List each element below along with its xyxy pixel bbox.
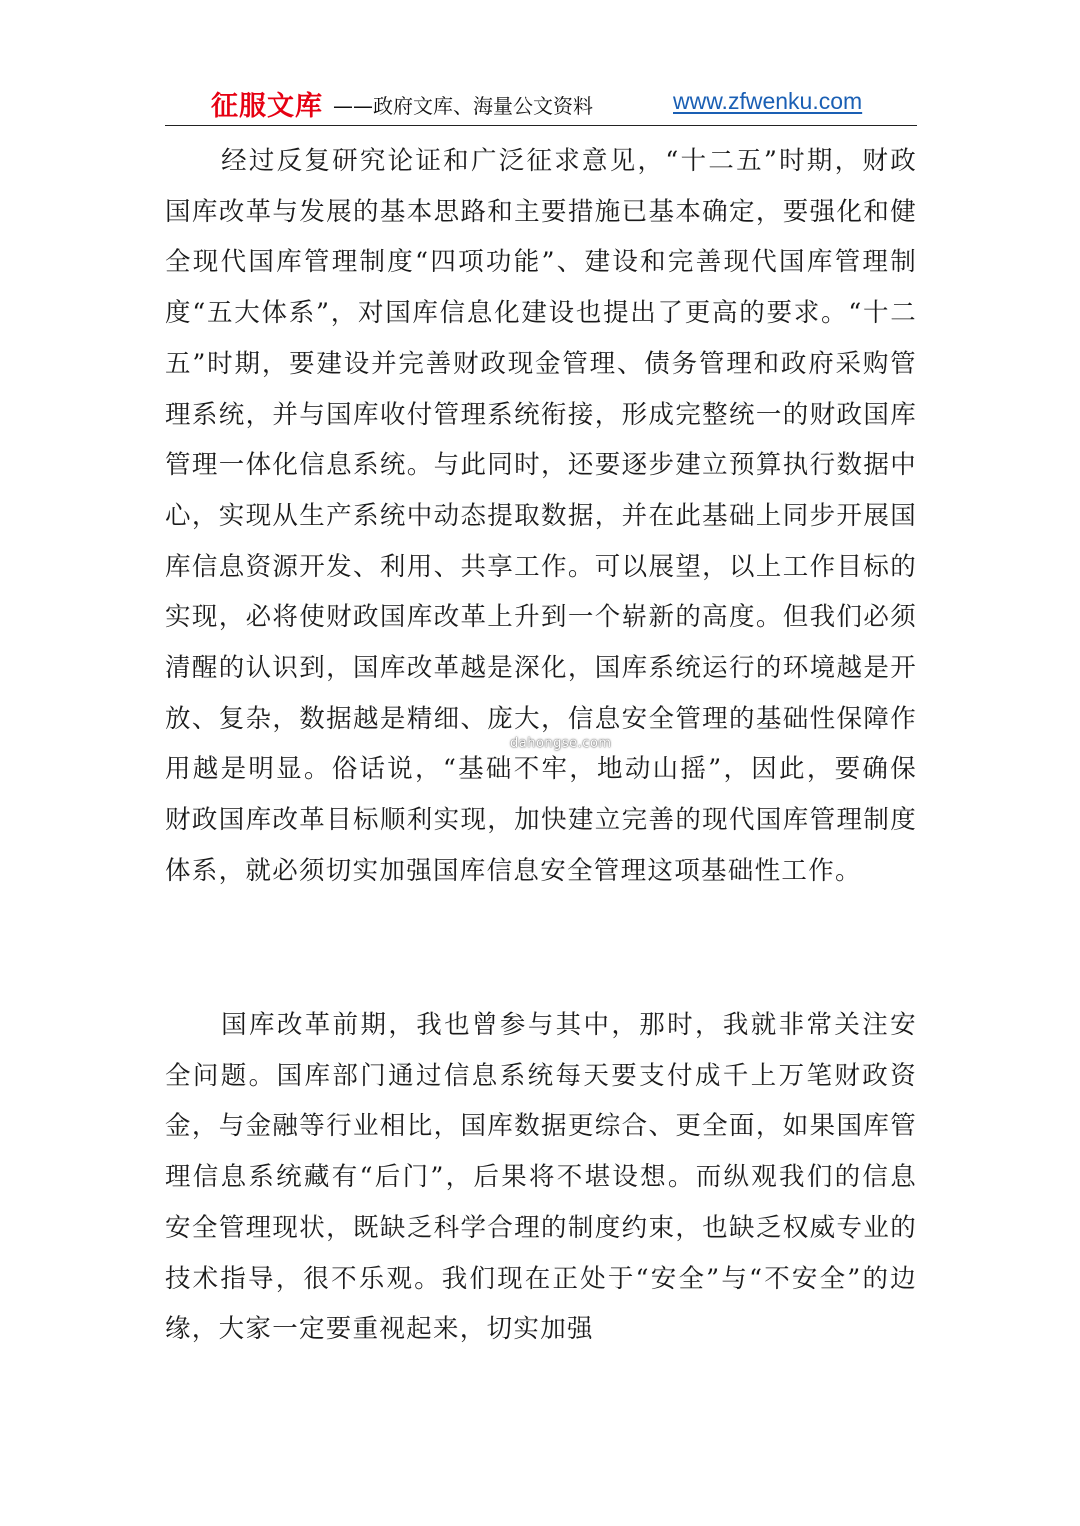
body-paragraph-2: 国库改革前期，我也曾参与其中，那时，我就非常关注安全问题。国库部门通过信息系统每天要支付成千上万笔财政资金，与金融等行业相比，国库数据更综合、更全面，如果国库管理信息系统藏有“后门”，后果将不堪设想。而纵观我们的信息安全管理现状，既缺乏科学合理的制度约束，也缺乏权威专业的技术指导，很不乐观。我们现在正处于“安全”与“不安全”的边缘，大家一定要重视起来，切实加强 bbox=[165, 1010, 917, 1345]
header-tagline: ——政府文库、海量公文资料 bbox=[333, 94, 593, 118]
brand-logo-text: 征服文库 bbox=[211, 91, 323, 122]
site-url-link[interactable]: www.zfwenku.com bbox=[673, 88, 863, 114]
header-divider bbox=[165, 125, 917, 126]
body-paragraph-1: 经过反复研究论证和广泛征求意见，“十二五”时期，财政国库改革与发展的基本思路和主要措施已基本确定，要强化和健全现代国库管理制度“四项功能”、建设和完善现代国库管理制度“五大体系”，对国库信息化建设也提出了更高的要求。“十二五”时期，要建设并完善财政现金管理、债务管理和政府采购管理系统，并与国库收付管理系统衔接，形成完整统一的财政国库管理一体化信息系统。与此同时，还要逐步建立预算执行数据中心，实现从生产系统中动态提取数据，并在此基础上同步开展国库信息资源开发、利用、共享工作。可以展望，以上工作目标的实现，必将使财政国库改革上升到一个崭新的高度。但我们必须清醒的认识到，国库改革越是深化，国库系统运行的环境越是开放、复杂，数据越是精细、庞大，信息安全管理的基础性保障作用越是明显。俗话说，“基础不牢，地动山摇”，因此，要确保财政国库改革目标顺利实现，加快建立完善的现代国库管理制度体系，就必须切实加强国库信息安全管理这项基础性工作。 bbox=[165, 146, 917, 886]
page-header bbox=[165, 80, 917, 126]
watermark-text: dahongse.com bbox=[510, 736, 612, 751]
